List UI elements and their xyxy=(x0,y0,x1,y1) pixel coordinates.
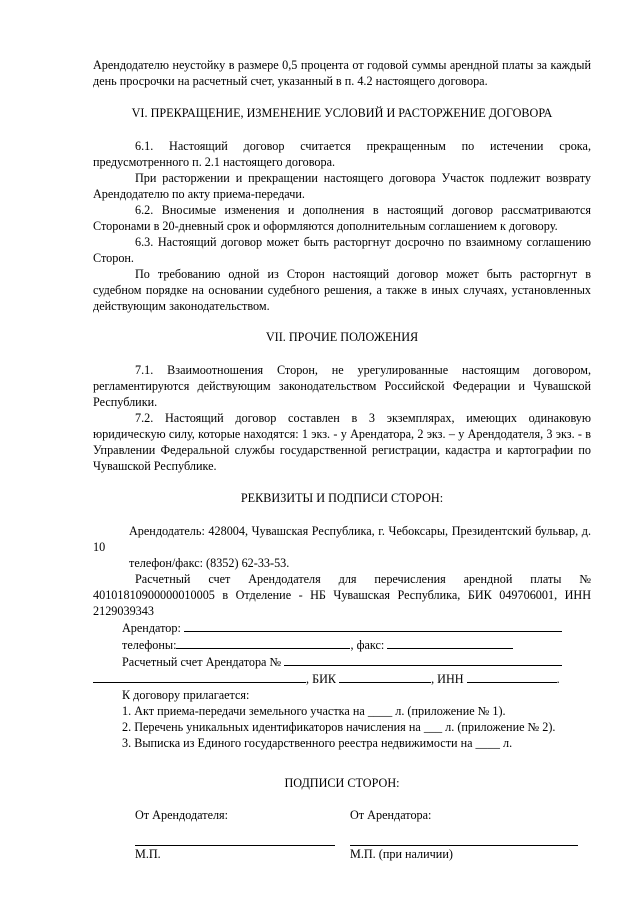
from-tenant-label: От Арендатора: xyxy=(350,808,432,822)
landlord-signature xyxy=(135,807,335,862)
signatures-title: ПОДПИСИ СТОРОН: xyxy=(284,776,400,790)
tenant-phones-line xyxy=(93,636,591,653)
tenant-label: Арендатор: xyxy=(122,621,181,635)
tenant-bank-field[interactable] xyxy=(93,670,306,683)
landlord-phone: телефон/факс: (8352) 62-33-53. xyxy=(129,556,290,570)
landlord-address: Арендодатель: 428004, Чувашская Республика, г. Чебоксары, Президентский бульвар, д. 10 xyxy=(93,524,591,554)
tenant-account-line xyxy=(93,653,591,670)
clause-6-3: 6.3. Настоящий договор может быть расторгнут досрочно по взаимному соглашению Сторон. xyxy=(93,235,591,265)
document-page xyxy=(93,57,591,867)
tenant-signature xyxy=(350,807,578,862)
signature-block xyxy=(93,807,591,867)
attached-label: К договору прилагается: xyxy=(122,688,250,702)
tenant-fax-label: , факс: xyxy=(350,638,385,652)
attachment-3: 3. Выписка из Единого государственного реестра недвижимости на ____ л. xyxy=(122,736,513,750)
tenant-phones-label: телефоны: xyxy=(122,638,177,652)
tenant-phones-field[interactable] xyxy=(176,636,350,649)
clause-6-1: 6.1. Настоящий договор считается прекращенным по истечении срока, предусмотренного п. 2.1 настоящего договора. xyxy=(93,139,591,169)
intro-paragraph: Арендодателю неустойку в размере 0,5 процента от годовой суммы арендной платы за каждый день просрочки на расчетный счет, указанный в п. 4.2 настоящего договора. xyxy=(93,58,591,88)
landlord-account: Расчетный счет Арендодателя для перечисления арендной платы № 40101810900000010005 в Отделение - НБ Чувашская Республика, БИК 049706001, ИНН 2129039343 xyxy=(93,572,591,618)
attachment-1: 1. Акт приема-передачи земельного участка на ____ л. (приложение № 1). xyxy=(122,704,506,718)
tenant-account-field[interactable] xyxy=(284,653,562,666)
section-7-title: VII. ПРОЧИЕ ПОЛОЖЕНИЯ xyxy=(265,330,419,344)
clause-7-1: 7.1. Взаимоотношения Сторон, не урегулированные настоящим договором, регламентируются действующим законодательством Российской Федерации и Чувашской Республики. xyxy=(93,363,591,409)
bik-field[interactable] xyxy=(339,670,431,683)
tenant-fax-field[interactable] xyxy=(387,636,513,649)
inn-label: , ИНН xyxy=(431,672,464,686)
section-6-title: VI. ПРЕКРАЩЕНИЕ, ИЗМЕНЕНИЕ УСЛОВИЙ И РАСТОРЖЕНИЕ ДОГОВОРА xyxy=(131,106,553,120)
clause-6-1-return: При расторжении и прекращении настоящего договора Участок подлежит возврату Арендодателю по акту приема-передачи. xyxy=(93,171,591,201)
tenant-account-label: Расчетный счет Арендатора № xyxy=(122,655,282,669)
from-landlord-label: От Арендодателя: xyxy=(135,808,229,822)
bik-label: , БИК xyxy=(306,672,337,686)
tenant-stamp-label: М.П. (при наличии) xyxy=(350,847,453,861)
inn-field[interactable] xyxy=(467,670,557,683)
requisites-title: РЕКВИЗИТЫ И ПОДПИСИ СТОРОН: xyxy=(240,491,444,505)
end-dot: . xyxy=(556,672,560,686)
tenant-line xyxy=(93,619,591,636)
clause-6-2: 6.2. Вносимые изменения и дополнения в настоящий договор рассматриваются Сторонами в 20-дневный срок и оформляются дополнительным соглашением к договору. xyxy=(93,203,591,233)
tenant-bank-line xyxy=(93,670,591,687)
clause-6-3-court: По требованию одной из Сторон настоящий договор может быть расторгнут в судебном порядке на основании судебного решения, а также в иных случаях, установленных действующим законодательством. xyxy=(93,267,591,313)
tenant-name-field[interactable] xyxy=(184,619,562,632)
landlord-signature-line[interactable] xyxy=(135,835,335,846)
landlord-stamp-label: М.П. xyxy=(135,847,161,861)
tenant-signature-line[interactable] xyxy=(350,835,578,846)
clause-7-2: 7.2. Настоящий договор составлен в 3 экземплярах, имеющих одинаковую юридическую силу, которые находятся: 1 экз. - у Арендатора, 2 экз. – у Арендодателя, 3 экз. - в Управлении Федеральной службы государственной регистрации, кадастра и картографии по Чувашской Республике. xyxy=(93,411,591,473)
attachment-2: 2. Перечень уникальных идентификаторов начисления на ___ л. (приложение № 2). xyxy=(122,720,556,734)
